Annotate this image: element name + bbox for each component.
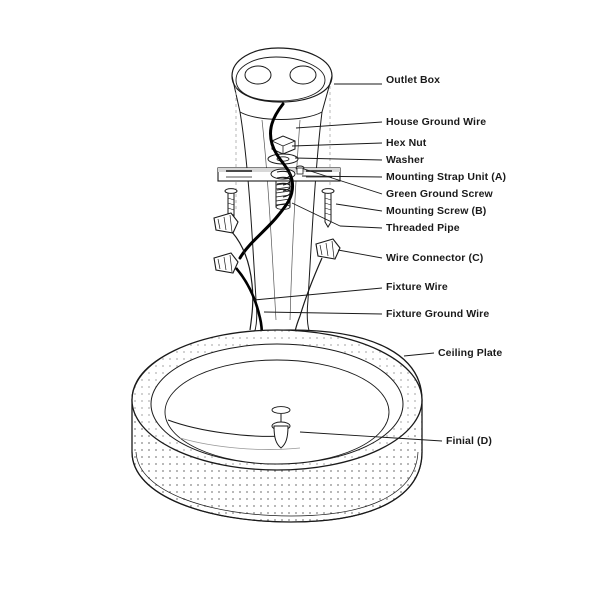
label-fixture-wire: Fixture Wire: [386, 281, 448, 293]
label-hex-nut: Hex Nut: [386, 137, 427, 149]
label-threaded-pipe: Threaded Pipe: [386, 222, 460, 234]
label-mounting-screw: Mounting Screw (B): [386, 205, 487, 217]
label-ceiling-plate: Ceiling Plate: [438, 347, 503, 359]
label-mounting-strap: Mounting Strap Unit (A): [386, 171, 507, 183]
green-ground-screw: [296, 166, 304, 174]
wire-connector-lower-left: [214, 253, 238, 273]
fixture-ground-wire-path: [236, 268, 262, 338]
mounting-screw-right: [322, 189, 334, 227]
wire-connector-upper-right: [316, 239, 340, 259]
outlet-box-shape: [232, 48, 332, 120]
label-house-ground-wire: House Ground Wire: [386, 116, 487, 128]
label-finial: Finial (D): [446, 435, 492, 447]
label-outlet-box: Outlet Box: [386, 74, 441, 86]
label-washer: Washer: [386, 154, 425, 166]
label-fixture-ground-wire: Fixture Ground Wire: [386, 308, 490, 320]
label-wire-connector: Wire Connector (C): [386, 252, 484, 264]
label-green-ground-screw: Green Ground Screw: [386, 188, 493, 200]
